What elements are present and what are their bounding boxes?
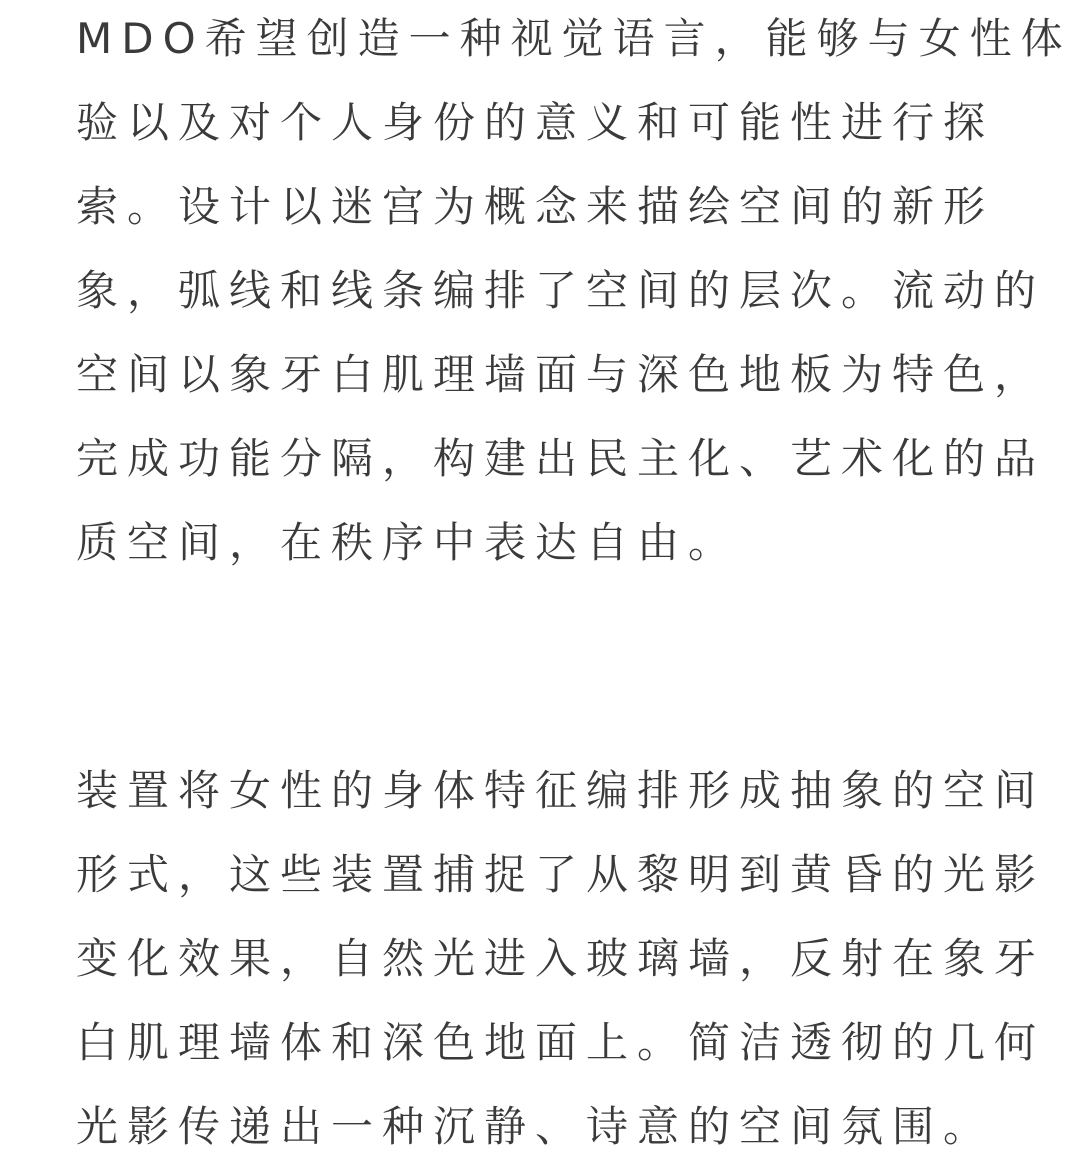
text-line: MDO希望创造一种视觉语言，能够与女性体 <box>76 14 1072 63</box>
text-line: 白肌理墙体和深色地面上。简洁透彻的几何 <box>76 1018 1046 1067</box>
article-body <box>76 0 1072 1169</box>
text-line: 象，弧线和线条编排了空间的层次。流动的 <box>76 266 1046 315</box>
text-line: 完成功能分隔，构建出民主化、艺术化的品 <box>76 434 1046 483</box>
text-line: 空间以象牙白肌理墙面与深色地板为特色， <box>76 350 1046 399</box>
paragraph-installation <box>76 749 1046 1169</box>
paragraph-design-concept <box>76 0 1072 585</box>
text-line: 质空间，在秩序中表达自由。 <box>76 518 740 567</box>
text-line: 索。设计以迷宫为概念来描绘空间的新形 <box>76 182 995 231</box>
text-line: 形式，这些装置捕捉了从黎明到黄昏的光影 <box>76 850 1046 899</box>
text-line: 变化效果，自然光进入玻璃墙，反射在象牙 <box>76 934 1046 983</box>
text-line: 装置将女性的身体特征编排形成抽象的空间 <box>76 766 1046 815</box>
text-line: 验以及对个人身份的意义和可能性进行探 <box>76 98 995 147</box>
paragraph-spacer <box>76 585 1006 749</box>
text-line: 光影传递出一种沉静、诗意的空间氛围。 <box>76 1102 995 1151</box>
